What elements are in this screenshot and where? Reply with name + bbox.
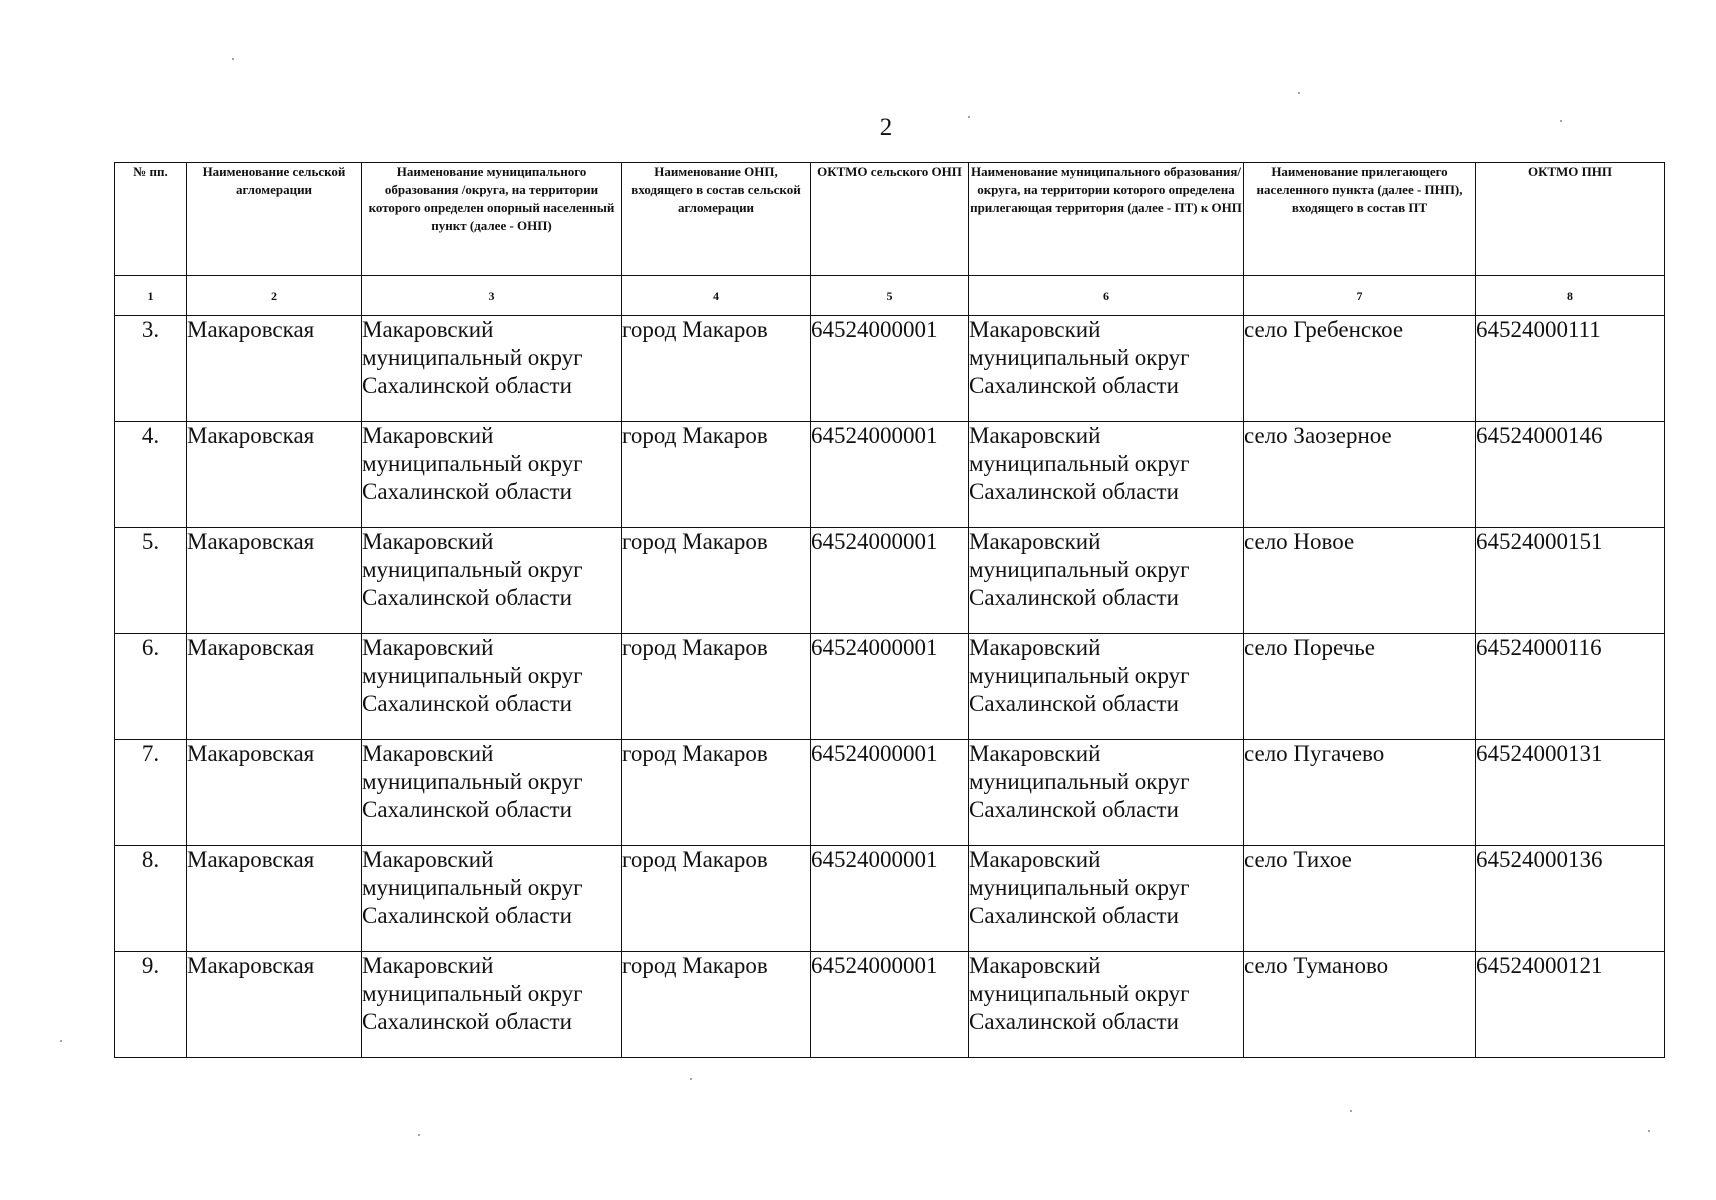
oktmo-onp: 64524000001 [811,952,969,1058]
onp-name: город Макаров [622,634,811,740]
row-number: 6. [115,634,187,740]
column-number-row [115,276,1665,316]
column-number: 3 [362,276,622,316]
header-cell: ОКТМО сельского ОНП [811,163,969,276]
scan-speck [1560,120,1562,122]
scan-speck [690,1078,692,1080]
oktmo-pnp: 64524000131 [1476,740,1665,846]
pnp-name: село Новое [1244,528,1476,634]
onp-name: город Макаров [622,740,811,846]
oktmo-pnp: 64524000111 [1476,316,1665,422]
header-cell: № пп. [115,163,187,276]
oktmo-pnp: 64524000136 [1476,846,1665,952]
oktmo-onp: 64524000001 [811,422,969,528]
column-number: 8 [1476,276,1665,316]
onp-name: город Макаров [622,952,811,1058]
column-number: 2 [187,276,362,316]
municipality-pt: Макаровский муниципальный округ Сахалинской области [969,422,1244,528]
oktmo-pnp: 64524000121 [1476,952,1665,1058]
scan-speck [418,1134,420,1136]
onp-name: город Макаров [622,528,811,634]
scan-speck [60,1040,62,1042]
municipality-pt: Макаровский муниципальный округ Сахалинской области [969,316,1244,422]
table-row [115,846,1665,952]
pnp-name: село Поречье [1244,634,1476,740]
row-number: 9. [115,952,187,1058]
agglomeration-name: Макаровская [187,422,362,528]
header-cell: Наименование муниципального образования/округа, на территории которого определена прилегающая территория (далее - ПТ) к ОНП [969,163,1244,276]
row-number: 5. [115,528,187,634]
oktmo-onp: 64524000001 [811,316,969,422]
column-number: 4 [622,276,811,316]
header-cell: Наименование ОНП, входящего в состав сельской агломерации [622,163,811,276]
oktmo-pnp: 64524000146 [1476,422,1665,528]
municipality-onp: Макаровский муниципальный округ Сахалинской области [362,316,622,422]
row-number: 7. [115,740,187,846]
municipality-pt: Макаровский муниципальный округ Сахалинской области [969,740,1244,846]
agglomeration-name: Макаровская [187,740,362,846]
row-number: 3. [115,316,187,422]
header-cell: Наименование прилегающего населенного пункта (далее - ПНП), входящего в состав ПТ [1244,163,1476,276]
table-row [115,316,1665,422]
onp-name: город Макаров [622,846,811,952]
oktmo-pnp: 64524000151 [1476,528,1665,634]
municipality-pt: Макаровский муниципальный округ Сахалинской области [969,528,1244,634]
agglomeration-name: Макаровская [187,952,362,1058]
header-cell: Наименование муниципального образования /округа, на территории которого определен опорный населенный пункт (далее - ОНП) [362,163,622,276]
column-number: 1 [115,276,187,316]
scan-speck [1298,92,1300,94]
scan-speck [232,58,234,60]
scan-speck [1350,1110,1352,1112]
oktmo-onp: 64524000001 [811,634,969,740]
municipality-onp: Макаровский муниципальный округ Сахалинской области [362,846,622,952]
agglomeration-table [114,162,1665,1058]
page-number: 2 [879,114,893,141]
agglomeration-name: Макаровская [187,846,362,952]
table-row [115,952,1665,1058]
column-number: 7 [1244,276,1476,316]
municipality-pt: Макаровский муниципальный округ Сахалинской области [969,634,1244,740]
row-number: 8. [115,846,187,952]
table-row [115,528,1665,634]
agglomeration-name: Макаровская [187,316,362,422]
municipality-onp: Макаровский муниципальный округ Сахалинской области [362,422,622,528]
header-cell: Наименование сельской агломерации [187,163,362,276]
onp-name: город Макаров [622,316,811,422]
table-row [115,422,1665,528]
oktmo-onp: 64524000001 [811,740,969,846]
pnp-name: село Тихое [1244,846,1476,952]
oktmo-pnp: 64524000116 [1476,634,1665,740]
column-number: 6 [969,276,1244,316]
table-row [115,634,1665,740]
scan-speck [968,116,970,118]
pnp-name: село Пугачево [1244,740,1476,846]
municipality-pt: Макаровский муниципальный округ Сахалинской области [969,846,1244,952]
agglomeration-name: Макаровская [187,528,362,634]
municipality-pt: Макаровский муниципальный округ Сахалинской области [969,952,1244,1058]
municipality-onp: Макаровский муниципальный округ Сахалинской области [362,740,622,846]
municipality-onp: Макаровский муниципальный округ Сахалинской области [362,634,622,740]
oktmo-onp: 64524000001 [811,528,969,634]
pnp-name: село Гребенское [1244,316,1476,422]
table-header-row [115,163,1665,276]
table-row [115,740,1665,846]
municipality-onp: Макаровский муниципальный округ Сахалинской области [362,952,622,1058]
onp-name: город Макаров [622,422,811,528]
pnp-name: село Заозерное [1244,422,1476,528]
column-number: 5 [811,276,969,316]
municipality-onp: Макаровский муниципальный округ Сахалинской области [362,528,622,634]
agglomeration-name: Макаровская [187,634,362,740]
row-number: 4. [115,422,187,528]
header-cell: ОКТМО ПНП [1476,163,1665,276]
pnp-name: село Туманово [1244,952,1476,1058]
oktmo-onp: 64524000001 [811,846,969,952]
scan-speck [1648,1130,1650,1132]
